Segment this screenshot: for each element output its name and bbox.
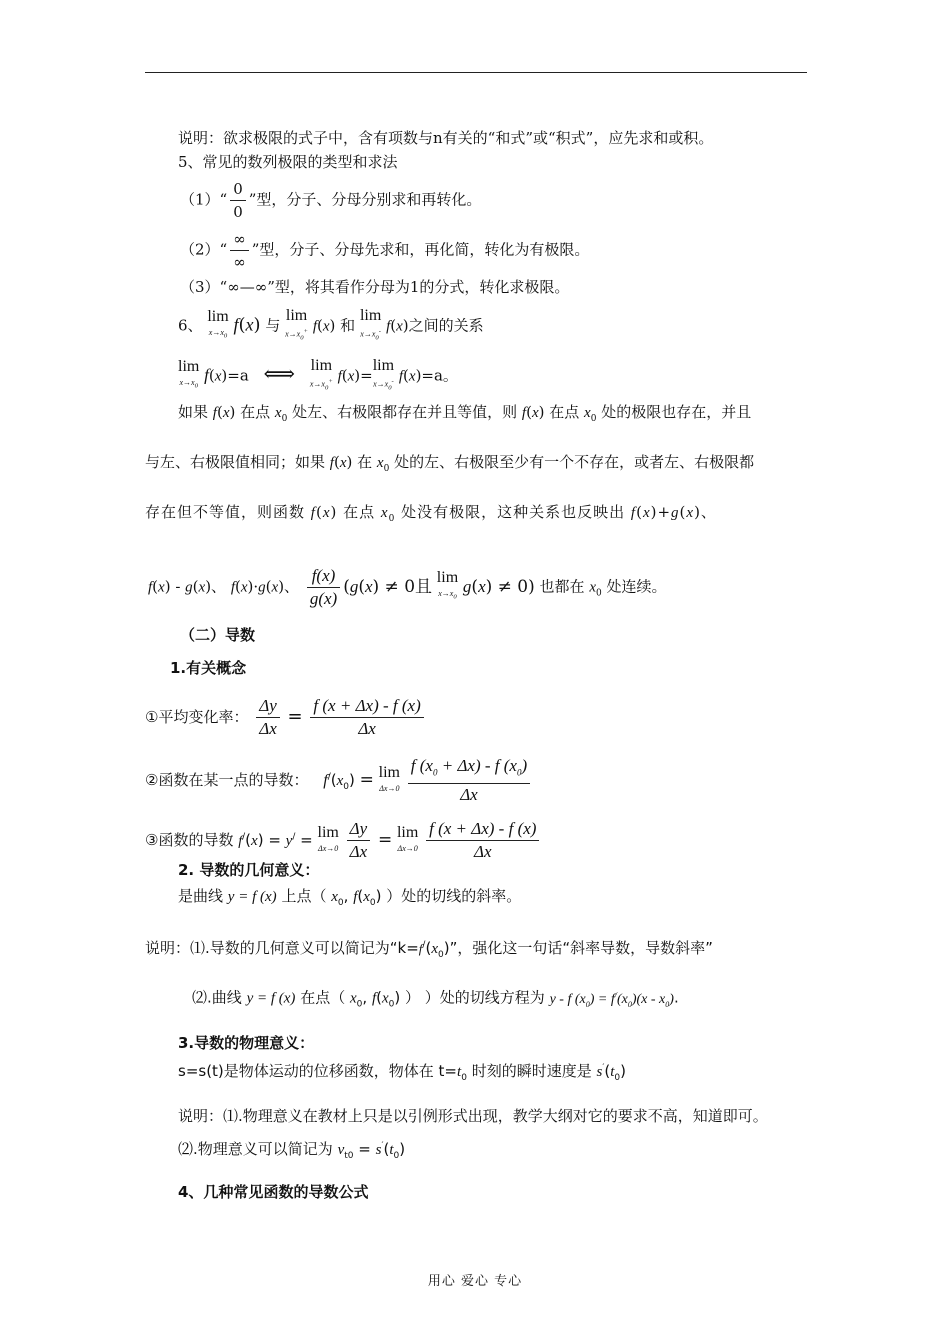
type1-label: （1）“ <box>180 190 228 209</box>
sub2-heading: 2. 导数的几何意义： <box>178 861 320 879</box>
avg-rate-fraction: $\frac{\Delta y}{\Delta x}$ <box>256 695 280 740</box>
geo-note1: 说明：⑴.导数的几何意义可以简记为“$k=f^/(x_0)$”，强化这一句话“斜率导数，导数斜率” <box>145 939 713 960</box>
phys-line1: s=s(t)是物体运动的位移函数，物体在 $t=t_0$ 时刻的瞬时速度是 $s'(t_0)$ <box>178 1062 627 1083</box>
item6-line: 6、 lim $x\to x_0$ f(x) 与 lim $x\to x_0^+$ f(x) 和 lim $x\to x_0^-$ f(x)之间的关系 <box>178 308 484 345</box>
concept3-line: ③函数的导数 f/(x) = y/ = lim Δx→0 $\frac{\Delta y}{\Delta x}$ = lim Δx→0 $\frac{f (x + \Delta x) - f (x)}{\Delta x}$ <box>145 818 542 863</box>
geo-line1: 是曲线 y = f (x) 上点（ $x_0$, $f(x_0)$ ）处的切线的斜率。 <box>178 887 522 908</box>
equivalence-line: lim $x\to x_0$ f(x)=a ⟺ lim $x\to x_0^+$ f(x)=lim $x\to x_0^-$ f(x)=a。 <box>178 357 458 392</box>
quotient-fraction: $\frac{f(x)}{g(x)}$ <box>307 565 340 610</box>
type1-text: ”型，分子、分母分别求和再转化。 <box>248 190 482 209</box>
sub3-heading: 3.导数的物理意义： <box>178 1034 315 1052</box>
type2-text: ”型，分子、分母先求和，再化简，转化为有极限。 <box>251 240 590 259</box>
para-line3: 存在但不等值，则函数 f(x) 在点 $x_0$ 处没有极限，这种关系也反映出 f(x)+g(x)、 <box>145 503 717 524</box>
geo-note2: ⑵.曲线 y = f (x) 在点（ $x_0$, $f(x_0)$ ） ）处的切线方程为 y - f $(x_0) = f^/(x_0)(x - x_0)$. <box>192 988 679 1010</box>
note-top: 说明：欲求极限的式子中，含有项数与n有关的“和式”或“积式”，应先求和或积。 <box>178 129 714 147</box>
sub4-heading: 4、几种常见函数的导数公式 <box>178 1183 369 1201</box>
fraction-inf-inf: $\frac{\infty}{\infty}$ <box>230 228 249 273</box>
left-limit-expr: lim $x\to x_0^-$ <box>359 307 382 342</box>
type1-line <box>180 178 481 223</box>
item5-heading: 5、常见的数列极限的类型和求法 <box>178 153 398 171</box>
point-derivative-fraction: $\frac{f (x_0 + \Delta x) - f (x_0)}{\Delta x}$ <box>408 755 530 806</box>
type3-line: （3）“∞—∞”型，将其看作分母为1的分式，转化求极限。 <box>180 278 570 296</box>
fraction-zero-zero: $\frac{0}{0}$ <box>230 178 246 223</box>
header-rule <box>145 72 807 73</box>
type2-label: （2）“ <box>180 240 228 259</box>
derivative-fraction: $\frac{f (x + \Delta x) - f (x)}{\Delta x}$ <box>426 818 539 863</box>
limit-expr: lim $x\to x_0$ <box>207 308 229 340</box>
right-limit-expr: lim $x\to x_0^+$ <box>285 307 309 342</box>
concept1-line: ①平均变化率： $\frac{\Delta y}{\Delta x}$ = $\frac{f (x + \Delta x) - f (x)}{\Delta x}$ <box>145 695 427 740</box>
para-line2: 与左、右极限值相同；如果 f(x) 在 $x_0$ 处的左、右极限至少有一个不存在，或者左、右极限都 <box>145 453 755 474</box>
para-line1: 如果 f(x) 在点 $x_0$ 处左、右极限都存在并且等值，则 f(x) 在点 $x_0$ 处的极限也存在，并且 <box>178 403 752 424</box>
sub1-heading: 1.有关概念 <box>170 659 247 677</box>
page-footer: 用心 爱心 专心 <box>427 1274 523 1289</box>
equivalence-arrow: ⟺ <box>263 361 296 387</box>
avg-rate-rhs: $\frac{f (x + \Delta x) - f (x)}{\Delta x}$ <box>310 695 423 740</box>
type2-line <box>180 228 589 273</box>
para-line4: f(x) - g(x)、 f(x)·g(x)、 $\frac{f(x)}{g(x)}$ (g(x) ≠ 0且 lim $x\to x_0$ g(x) ≠ 0) 也都在 $x_0$ 处连续。 <box>148 566 667 608</box>
phys-note1: 说明：⑴.物理意义在教材上只是以引例形式出现，教学大纲对它的要求不高，知道即可。 <box>178 1107 768 1125</box>
section2-title: （二）导数 <box>180 626 256 644</box>
phys-note2: ⑵.物理意义可以简记为 $v_{t0} = s'(t_0)$ <box>178 1140 406 1161</box>
concept2-line: ②函数在某一点的导数： $f^/(x_0) = \lim$ Δx→0 $\frac{f (x_0 + \Delta x) - f (x_0)}{\Delta x}$ <box>145 755 533 806</box>
